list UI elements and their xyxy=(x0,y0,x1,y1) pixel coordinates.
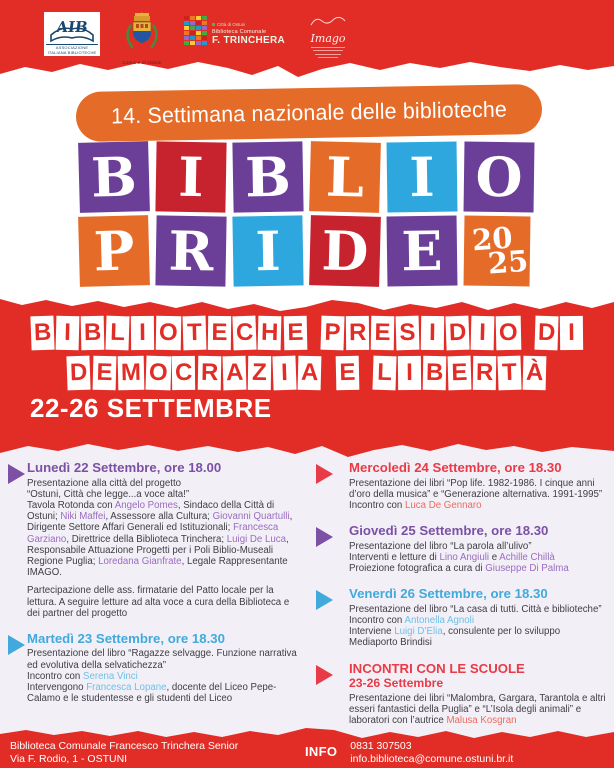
aib-caption: ASSOCIAZIONE ITALIANA BIBLIOTECHE xyxy=(47,45,97,55)
event-marker-triangle-icon xyxy=(316,590,333,610)
title-letter-block: E xyxy=(387,216,458,287)
title-letter-block: P xyxy=(78,215,150,287)
footer-contact xyxy=(350,740,513,765)
imago-caption-lines xyxy=(301,47,355,59)
event xyxy=(307,461,614,518)
slogan-word: B I B L I O T E C H E xyxy=(30,316,308,350)
person-name: Lino Angiuli xyxy=(439,551,490,563)
event-text: Presentazione alla città del progetto “Ostuni, Città che legge...a voce alta!” Tavola Rotonda con Angelo Pomes, Sindaco della Città di Ostuni; Niki Maffei, Assessore alla Cultura; Giovanni Quartulli, Dirigente Settore Affari Generali ed Istituzionali; Francesca Garziano, Direttrice della Biblioteca Trinchera; Luigi De Luca, Responsabile Attuazione Progetti per i Poli Biblio-Museali Regione Puglia; Loredana Gianfrate, Legale Rappresentante IMAGO. xyxy=(27,477,293,579)
event-text: Presentazione dei libri “Pop life. 1982-1986. I cinque anni d’oro della musica” e “Generazione alternativa. 1991-1995” Incontro con Luca De Gennaro xyxy=(349,477,603,511)
person-name: Serena Vinci xyxy=(83,670,138,682)
footer xyxy=(0,740,614,765)
person-name: Achille Chillà xyxy=(499,551,555,563)
event-heading: Lunedì 22 Settembre, ore 18.00 xyxy=(27,460,222,475)
person-name: Giuseppe Di Palma xyxy=(485,563,569,575)
event-text: Partecipazione delle ass. firmatarie del Patto locale per la lettura. A seguire letture ad alta voce a cura della Biblioteca e dei partner del progetto xyxy=(27,585,290,619)
footer-address-line2: Via F. Rodio, 1 - OSTUNI xyxy=(10,752,128,765)
footer-address xyxy=(10,740,305,765)
person-name: Niki Maffei xyxy=(60,511,106,523)
slogan-line-1 xyxy=(0,316,614,350)
event xyxy=(0,632,307,712)
footer-info-label: INFO xyxy=(305,744,338,759)
title-letter-block: I xyxy=(387,142,458,213)
comune-di-ostuni-crest xyxy=(116,12,168,65)
event-heading: Venerdì 26 Settembre, ore 18.30 xyxy=(349,586,548,602)
event xyxy=(307,524,614,581)
week-banner-text: 14. Settimana nazionale delle biblioteche xyxy=(110,96,508,129)
footer-email: info.biblioteca@comune.ostuni.br.it xyxy=(350,752,514,765)
coat-of-arms-icon xyxy=(121,12,163,54)
event-marker-triangle-icon xyxy=(8,635,25,655)
person-name: Antonella Agnoli xyxy=(404,614,474,626)
event-marker-triangle-icon xyxy=(316,464,333,484)
green-square-icon xyxy=(212,23,215,26)
event-marker-triangle-icon xyxy=(8,464,25,484)
event-marker-triangle-icon xyxy=(316,665,333,685)
title-letter-block: D xyxy=(309,215,381,287)
comune-caption: Comune di Ostuni xyxy=(122,60,162,65)
squiggle-icon xyxy=(308,14,348,28)
event-marker-triangle-icon xyxy=(316,527,333,547)
event-text: Presentazione dei libri “Malombra, Gargara, Tarantola e altri esseri fantastici della Puglia” e “L’Isola degli animali” e laboratori con l’autrice Malusa Kosgran xyxy=(349,692,606,727)
slogan-word: D I xyxy=(534,316,584,350)
open-book-icon xyxy=(46,14,98,44)
event-text: Presentazione del libro “Ragazze selvagge. Funzione narrativa ed evolutiva della selvatichezza” Incontro con Serena Vinci Intervengono Francesca Lopane, docente del Liceo Pepe-Calamo e le studentesse e gli studenti del Liceo xyxy=(27,648,297,705)
imago-logo xyxy=(301,14,355,58)
person-name: Angelo Pomes xyxy=(114,499,178,511)
person-name: Malusa Kosgran xyxy=(446,715,517,727)
logo-bar xyxy=(44,12,355,65)
person-name: Loredana Gianfrate xyxy=(98,555,182,567)
title-row-biblio xyxy=(79,142,534,212)
aib-abbr: AIB xyxy=(55,18,89,36)
footer-address-line1: Biblioteca Comunale Francesco Trinchera Senior xyxy=(10,740,239,752)
event-text: Presentazione del libro “La casa di tutti. Città e biblioteche” Incontro con Antonella Agnoli Interviene Luigi D’Elia, consulente per lo sviluppo Mediaporto Brindisi xyxy=(349,603,602,649)
mosaic-icon xyxy=(184,16,208,46)
event-subheading: 23-26 Settembre xyxy=(349,676,444,691)
slogan-word: E xyxy=(335,356,360,390)
person-name: Francesca Lopane xyxy=(86,682,167,694)
event-heading: Giovedì 25 Settembre, ore 18.30 xyxy=(349,523,549,539)
week-banner xyxy=(76,84,543,142)
slogan-word: D E M O C R A Z I A xyxy=(66,356,322,390)
title-letter-block: I xyxy=(232,215,303,286)
trinchera-library-line: Biblioteca Comunale xyxy=(212,29,267,35)
title-letter-block: R xyxy=(155,215,226,286)
trinchera-name-line: F. TRINCHERA xyxy=(212,35,286,46)
person-name: Luca De Gennaro xyxy=(405,499,482,511)
aib-logo xyxy=(44,12,100,56)
title-year-block: 20 25 xyxy=(464,216,531,287)
slogan-word: P R E S I D I O xyxy=(320,316,522,350)
event-heading: Martedì 23 Settembre, ore 18.30 xyxy=(27,630,225,646)
person-name: Luigi D’Elia xyxy=(394,626,443,638)
title-letter-block: I xyxy=(155,141,226,212)
event-text: Presentazione del libro “La parola all’ulivo” Interventi e letture di Lino Angiuli e Achille Chillà Proiezione fotografica a cura di Giuseppe Di Palma xyxy=(349,540,569,575)
program xyxy=(0,456,614,739)
title-letter-block: O xyxy=(464,142,535,213)
person-name: Luigi De Luca xyxy=(226,533,287,545)
trinchera-city-line: Città di Ostuni xyxy=(212,22,285,27)
event xyxy=(307,662,614,734)
person-name: Francesca Garziano xyxy=(27,522,279,545)
person-name: Giovanni Quartulli xyxy=(212,511,290,523)
program-column-left xyxy=(0,461,307,739)
title-letter-block: L xyxy=(309,141,381,213)
program-column-right xyxy=(307,461,614,739)
slogan-word: L I B E R T À xyxy=(372,356,548,390)
event-heading: INCONTRI CON LE SCUOLE 23-26 Settembre xyxy=(349,660,525,691)
footer-phone: 0831 307503 xyxy=(350,740,412,752)
event-dates: 22-26 SETTEMBRE xyxy=(30,393,272,423)
title-letter-block: B xyxy=(232,141,303,212)
biblioteca-trinchera-logo xyxy=(184,16,285,46)
event xyxy=(0,461,307,626)
slogan-line-2 xyxy=(0,356,614,390)
event xyxy=(307,587,614,655)
title-row-pride xyxy=(79,216,530,286)
title-letter-block: B xyxy=(78,141,150,213)
event-heading: Mercoledì 24 Settembre, ore 18.30 xyxy=(349,460,562,475)
imago-word: Imago xyxy=(310,32,346,45)
